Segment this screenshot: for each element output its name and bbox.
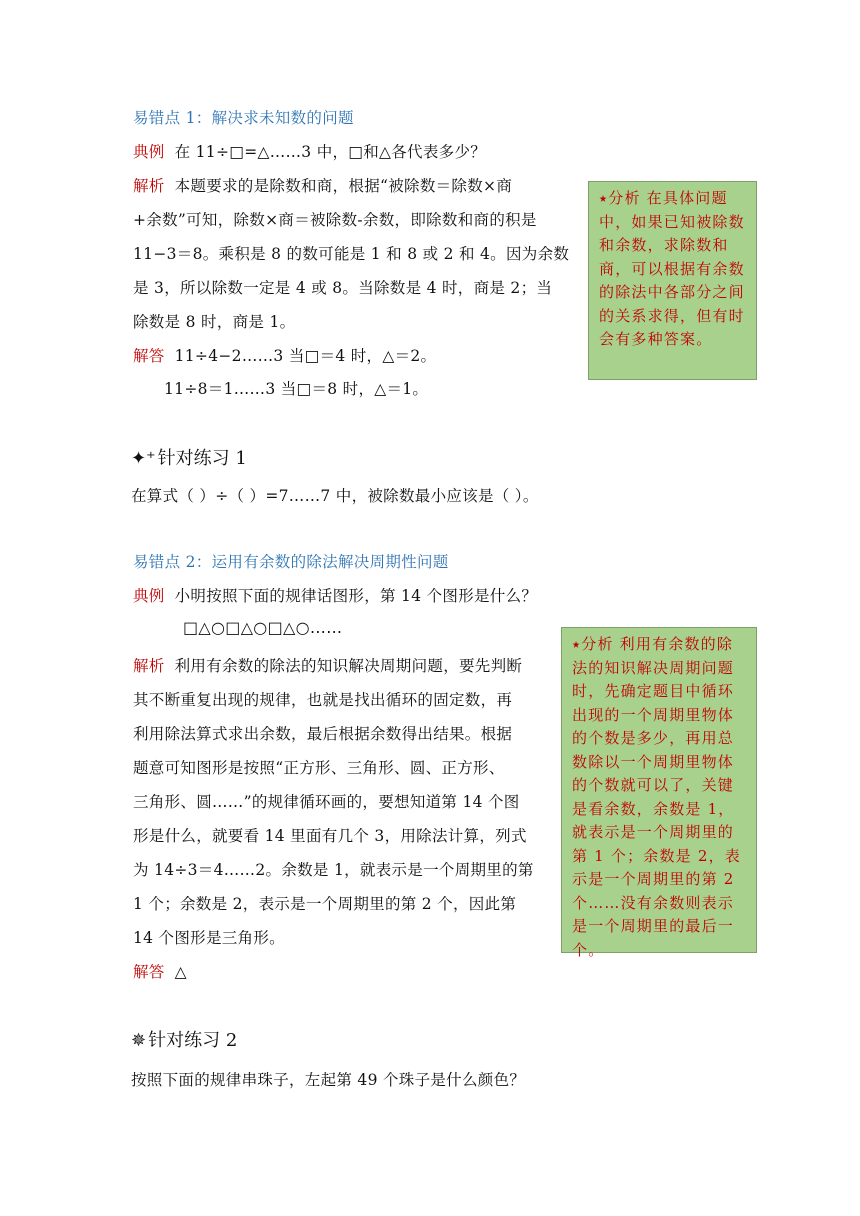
practice2-heading — [131, 1026, 237, 1052]
section1-example — [133, 140, 486, 162]
section2-analysis-line-3: 利用除法算式求出余数，最后根据余数得出结果。根据 — [133, 725, 513, 743]
section1-analysis-line-2: +余数”可知，除数×商＝被除数-余数，即除数和商的积是 — [133, 211, 537, 229]
section2-analysis-line-6: 形是什么，就要看 14 里面有几个 3，用除法计算，列式 — [133, 827, 527, 845]
section1-analysis-line-4: 是 3，所以除数一定是 4 或 8。当除数是 4 时，商是 2；当 — [133, 279, 553, 297]
example-label: 典例 — [133, 587, 165, 605]
practice1-title: 针对练习 1 — [157, 448, 247, 469]
practice2-question: 按照下面的规律串珠子，左起第 49 个珠子是什么颜色？ — [131, 1071, 526, 1089]
analysis-text: 利用有余数的除法的知识解决周期问题，要先判断 — [174, 657, 523, 675]
shape-pattern: □△○□△○□△○…… — [183, 618, 343, 637]
practice1-heading — [131, 444, 247, 470]
answer-label: 解答 — [133, 347, 165, 365]
sparkle-badge-icon: ✵ — [131, 1030, 147, 1051]
analysis-text: 本题要求的是除数和商，根据“被除数＝除数×商 — [174, 177, 513, 195]
section1-analysis-line-5: 除数是 8 时，商是 1。 — [133, 313, 296, 331]
section1-analysis-line-1 — [133, 174, 512, 196]
section2-analysis-line-1 — [133, 654, 522, 676]
example-label: 典例 — [133, 143, 165, 161]
analysis-label: 解析 — [133, 177, 165, 195]
section2-analysis-line-7: 为 14÷3＝4……2。余数是 1，就表示是一个周期里的第 — [133, 861, 534, 879]
example-text: 小明按照下面的规律话图形，第 14 个图形是什么？ — [174, 587, 538, 605]
section2-analysis-line-9: 14 个图形是三角形。 — [133, 929, 285, 947]
section1-answer-line-2: 11÷8＝1……3 当□＝8 时，△＝1。 — [164, 380, 429, 398]
answer-label: 解答 — [133, 963, 165, 981]
example-text: 在 11÷□=△……3 中，□和△各代表多少？ — [174, 143, 487, 161]
answer-text: △ — [174, 963, 187, 981]
section2-analysis-line-4: 题意可知图形是按照“正方形、三角形、圆、正方形、 — [133, 759, 505, 777]
section2-analysis-line-5: 三角形、圆……”的规律循环画的，要想知道第 14 个图 — [133, 793, 520, 811]
analysis-label: 解析 — [133, 657, 165, 675]
sparkle-icon: ✦⁺ — [131, 448, 156, 469]
answer-text: 11÷4−2……3 当□＝4 时，△＝2。 — [174, 347, 437, 365]
section2-analysis-note: ⭑分析 利用有余数的除法的知识解决周期问题时，先确定题目中循环出现的一个周期里物体的个数是多少，再用总数除以一个周期里物体的个数就可以了，关键是看余数，余数是 1，就表示是一个周期里的第 1 个；余数是 2，表示是一个周期里的第 2 个……没有余数则表示是一个周期里的最后一个。 — [561, 627, 757, 953]
section2-analysis-line-2: 其不断重复出现的规律，也就是找出循环的固定数，再 — [133, 691, 513, 709]
section2-analysis-line-8: 1 个；余数是 2，表示是一个周期里的第 2 个，因此第 — [133, 895, 517, 913]
section2-example — [133, 584, 537, 606]
section1-analysis-line-3: 11−3＝8。乘积是 8 的数可能是 1 和 8 或 2 和 4。因为余数 — [133, 245, 570, 263]
section1-title: 易错点 1：解决求未知数的问题 — [133, 109, 354, 127]
practice1-question: 在算式（ ）÷（ ）=7……7 中，被除数最小应该是（ ）。 — [131, 487, 539, 505]
section1-answer-line-1 — [133, 344, 436, 366]
section2-title: 易错点 2：运用有余数的除法解决周期性问题 — [133, 553, 449, 571]
section1-analysis-note: ⭑分析 在具体问题中，如果已知被除数和余数，求除数和商，可以根据有余数的除法中各部分之间的关系求得，但有时会有多种答案。 — [588, 181, 757, 380]
practice2-title: 针对练习 2 — [148, 1030, 238, 1051]
section2-answer — [133, 960, 187, 982]
